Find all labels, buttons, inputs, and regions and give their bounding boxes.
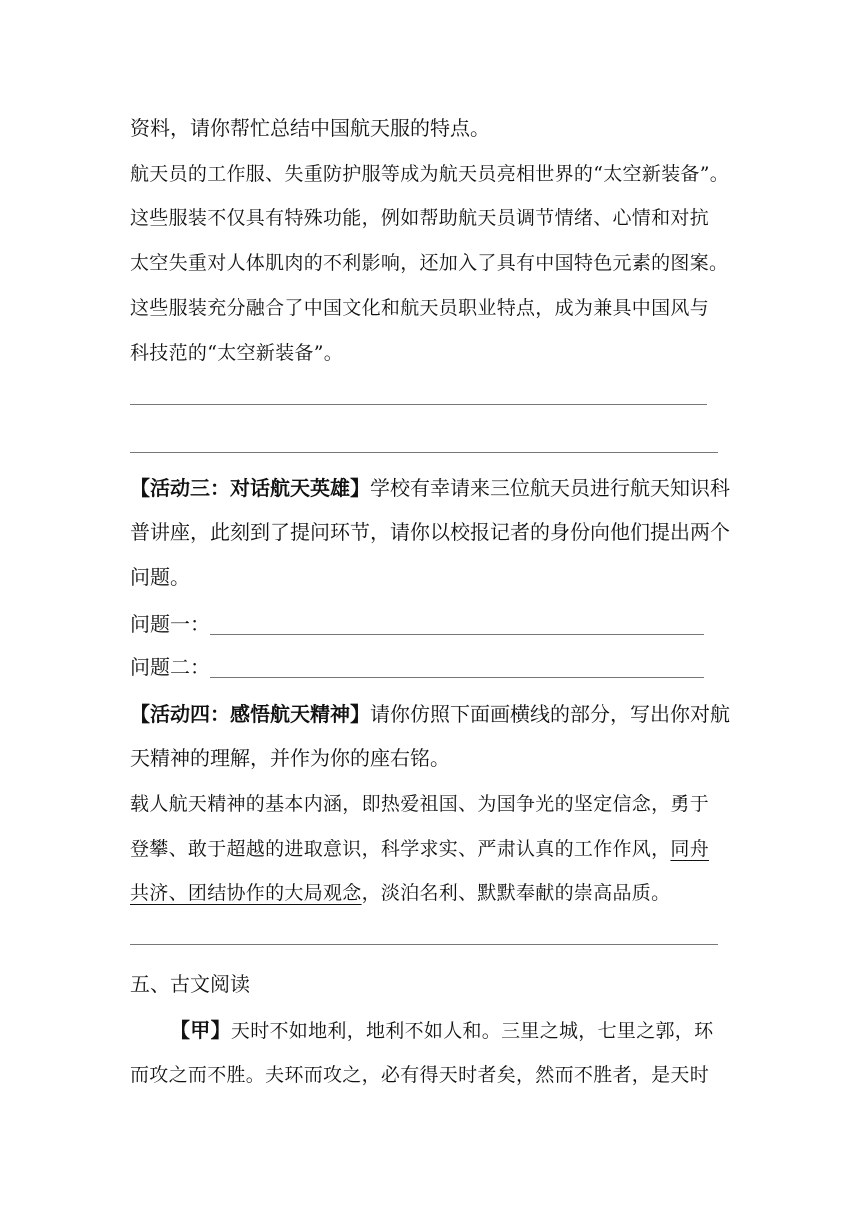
spirit-text-2: 登攀、敢于超越的进取意识，科学求实、严肃认真的工作作风， <box>130 838 671 860</box>
question-2-label: 问题二： <box>130 655 210 679</box>
section5-title: 五、古文阅读 <box>130 972 250 996</box>
spirit-line-1: 载人航天精神的基本内涵，即热爱祖国、为国争光的坚定信念，勇于 <box>130 793 710 815</box>
question-1-row <box>130 612 704 636</box>
passage-jia-line-1 <box>170 1018 713 1043</box>
question-2-answer-line[interactable] <box>210 677 704 678</box>
activity4-text-1: 请你仿照下面画横线的部分，写出你对航 <box>370 702 730 726</box>
activity3-line-1 <box>130 476 730 500</box>
answer-rule-3[interactable] <box>130 944 718 945</box>
question-1-answer-line[interactable] <box>210 634 704 635</box>
spirit-line-2 <box>130 837 709 861</box>
answer-rule-2[interactable] <box>130 452 718 453</box>
text-line-5: 这些服装充分融合了中国文化和航天员职业特点，成为兼具中国风与 <box>130 297 710 319</box>
text-line-6: 科技范的“太空新装备”。 <box>130 342 344 364</box>
text-line-3: 这些服装不仅具有特殊功能，例如帮助航天员调节情绪、心情和对抗 <box>130 207 710 229</box>
activity3-line-2: 普讲座，此刻到了提问环节，请你以校报记者的身份向他们提出两个 <box>130 520 730 544</box>
activity3-line-3: 问题。 <box>130 565 190 589</box>
activity4-line-1 <box>130 702 730 726</box>
text-line-2: 航天员的工作服、失重防护服等成为航天员亮相世界的“太空新装备”。 <box>130 163 730 185</box>
spirit-line-3 <box>130 881 670 905</box>
activity4-line-2: 天精神的理解，并作为你的座右铭。 <box>130 746 450 770</box>
activity3-heading: 【活动三：对话航天英雄】 <box>130 476 370 500</box>
question-1-label: 问题一： <box>130 612 210 636</box>
passage-jia-label: 【甲】 <box>170 1018 231 1042</box>
spirit-underlined-2: 共济、团结协作的大局观念 <box>130 882 362 904</box>
question-2-row <box>130 655 704 679</box>
activity3-text-1: 学校有幸请来三位航天员进行航天知识科 <box>370 476 730 500</box>
spirit-text-3: ，淡泊名利、默默奉献的崇高品质。 <box>361 882 671 904</box>
passage-jia-text-1: 天时不如地利，地利不如人和。三里之城，七里之郭，环 <box>230 1020 714 1042</box>
text-line-1: 资料，请你帮忙总结中国航天服的特点。 <box>130 116 490 140</box>
spirit-underlined-1: 同舟 <box>670 838 710 860</box>
answer-rule-1[interactable] <box>130 404 707 405</box>
text-line-4: 太空失重对人体肌肉的不利影响，还加入了具有中国特色元素的图案。 <box>130 252 729 274</box>
activity4-heading: 【活动四：感悟航天精神】 <box>130 702 370 726</box>
passage-jia-line-2: 而攻之而不胜。夫环而攻之，必有得天时者矣，然而不胜者，是天时 <box>130 1064 710 1086</box>
